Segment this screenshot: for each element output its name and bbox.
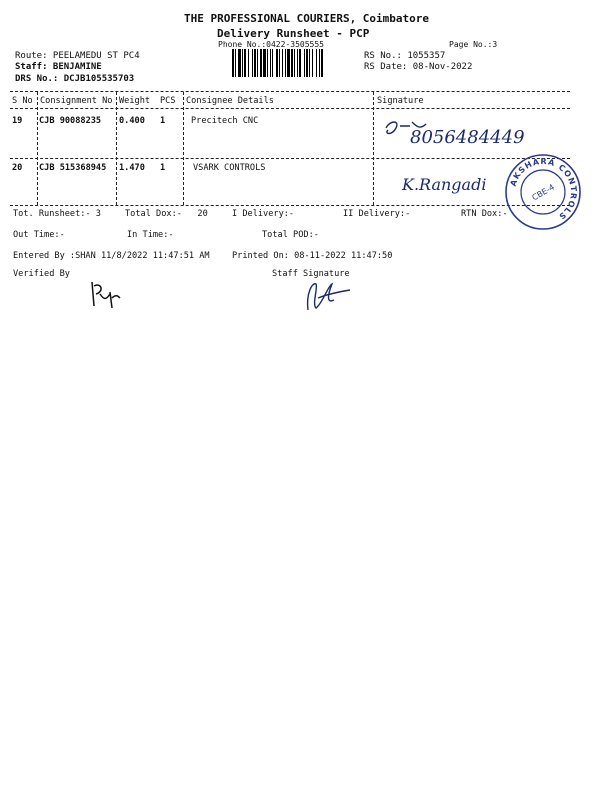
barcode-bar <box>294 49 295 77</box>
phone-number: Phone No.:0422-3505555 <box>218 40 324 49</box>
verified-by-label: Verified By <box>13 269 70 279</box>
header-consignee: Consignee Details <box>186 96 274 106</box>
svg-text:AKSHARA CONTROLS: AKSHARA CONTROLS <box>508 156 579 222</box>
row-pcs: 1 <box>160 163 166 173</box>
out-time: Out Time:- <box>13 230 65 240</box>
row-divider <box>10 158 570 159</box>
barcode-bar <box>260 49 262 77</box>
table-header-rule <box>10 108 570 109</box>
barcode-bar <box>257 49 258 77</box>
route-label: Route: PEELAMEDU ST PC4 <box>15 51 140 61</box>
total-runsheet: Tot. Runsheet:- 3 <box>13 209 101 219</box>
handwritten-signature: K.Rangadi <box>402 175 487 194</box>
staff-signature-icon <box>298 274 354 314</box>
total-pod: Total POD:- <box>262 230 319 240</box>
document-title: Delivery Runsheet - PCP <box>217 27 370 40</box>
barcode-bar <box>272 49 273 77</box>
ii-delivery: II Delivery:- <box>343 209 411 219</box>
barcode-bar <box>319 49 320 77</box>
barcode-bar <box>282 49 283 77</box>
barcode-bar <box>285 49 286 77</box>
staff-label: Staff: BENJAMINE <box>15 62 102 72</box>
page-number: Page No.:3 <box>449 40 498 49</box>
barcode-bar <box>306 49 308 77</box>
i-delivery: I Delivery:- <box>232 209 295 219</box>
col-divider <box>116 92 117 205</box>
col-divider <box>373 92 374 205</box>
barcode-bar <box>304 49 305 77</box>
barcode-bar <box>267 49 268 77</box>
barcode-bar <box>235 49 236 77</box>
header-signature: Signature <box>377 96 424 106</box>
row-consignee: VSARK CONTROLS <box>193 163 266 173</box>
row-weight: 1.470 <box>119 163 145 173</box>
barcode-bar <box>276 49 278 77</box>
table-top-rule <box>10 91 570 92</box>
header-sno: S No <box>12 96 33 106</box>
verifier-signature-icon <box>88 278 124 310</box>
in-time: In Time:- <box>127 230 174 240</box>
barcode-bar <box>242 49 243 77</box>
barcode-bar <box>309 49 310 77</box>
barcode-bar <box>232 49 234 77</box>
header-weight: Weight <box>119 96 151 106</box>
header-pcs: PCS <box>160 96 176 106</box>
barcode-bar <box>248 49 249 77</box>
barcode-bar <box>238 49 241 77</box>
barcode-bar <box>321 49 323 77</box>
printed-on: Printed On: 08-11-2022 11:47:50 <box>232 251 393 261</box>
row-weight: 0.400 <box>119 116 145 126</box>
row-sno: 19 <box>12 116 23 126</box>
barcode-bar <box>254 49 256 77</box>
barcode-bar <box>297 49 298 77</box>
header-consignment: Consignment No <box>40 96 113 106</box>
barcode-bar <box>263 49 266 77</box>
barcode-bar <box>299 49 301 77</box>
barcode-bar <box>279 49 280 77</box>
barcode-bar <box>244 49 246 77</box>
entered-by: Entered By :SHAN 11/8/2022 11:47:51 AM <box>13 251 210 261</box>
barcode-icon <box>232 49 354 77</box>
row-pcs: 1 <box>160 116 166 126</box>
col-divider <box>183 92 184 205</box>
row-consignment: CJB 515368945 <box>39 163 107 173</box>
table-bottom-rule <box>10 205 570 206</box>
row-consignment: CJB 90088235 <box>39 116 102 126</box>
col-divider <box>37 92 38 205</box>
company-name: THE PROFESSIONAL COURIERS, Coimbatore <box>184 12 430 25</box>
barcode-bar <box>291 49 293 77</box>
barcode-bar <box>252 49 253 77</box>
drs-number: DRS No.: DCJB105535703 <box>15 74 135 84</box>
rtn-dox: RTN Dox:- <box>461 209 508 219</box>
company-stamp-icon <box>503 152 583 232</box>
barcode-bar <box>312 49 313 77</box>
barcode-bar <box>316 49 317 77</box>
rs-number: RS No.: 1055357 <box>364 51 446 61</box>
total-dox: Total Dox:- 20 <box>125 209 208 219</box>
handwritten-phone: 8056484449 <box>410 127 525 148</box>
staff-signature-label: Staff Signature <box>272 269 350 279</box>
row-consignee: Precitech CNC <box>191 116 259 126</box>
barcode-bar <box>287 49 290 77</box>
row-sno: 20 <box>12 163 23 173</box>
svg-text:CBE-4: CBE-4 <box>530 182 556 203</box>
rs-date: RS Date: 08-Nov-2022 <box>364 62 473 72</box>
barcode-bar <box>270 49 271 77</box>
